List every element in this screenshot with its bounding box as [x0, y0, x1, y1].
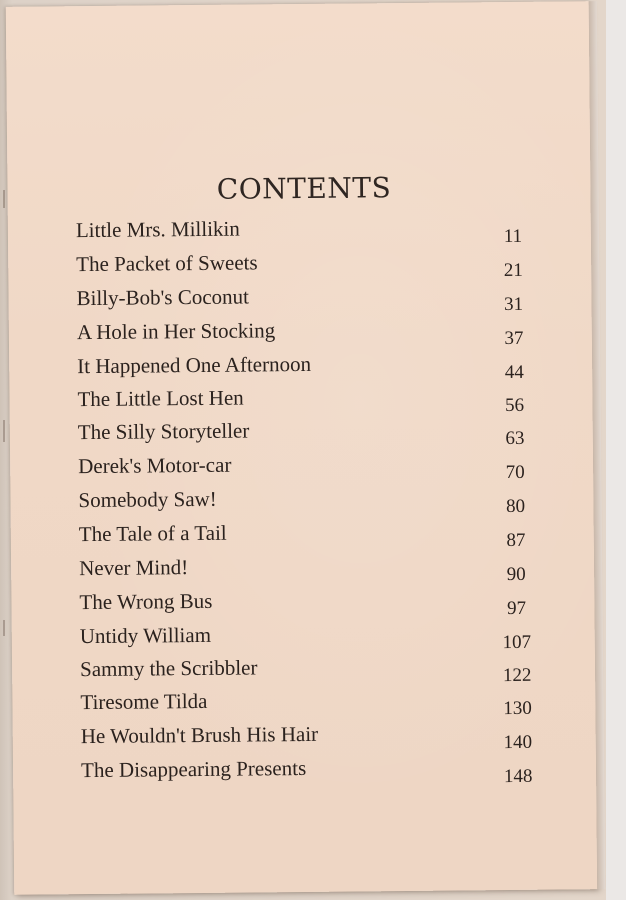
toc-entry-page: 148: [503, 765, 533, 788]
toc-entry: [9, 315, 592, 355]
toc-entry: [8, 281, 591, 321]
toc-entry-title: The Tale of a Tail: [78, 520, 227, 547]
toc-entry-title: The Packet of Sweets: [76, 250, 258, 277]
toc-entry-page: 44: [504, 361, 524, 384]
toc-entry-title: The Little Lost Hen: [77, 385, 244, 412]
toc-entry-page: 90: [506, 563, 526, 586]
toc-entry: [11, 551, 594, 591]
binding-stitch: [3, 620, 5, 636]
toc-entry: [8, 247, 591, 287]
toc-entry-page: 107: [502, 631, 532, 654]
toc-entry-title: Never Mind!: [79, 555, 189, 581]
binding-stitch: [3, 420, 5, 442]
toc-entry-page: 31: [504, 293, 524, 316]
toc-entry-title: The Silly Storyteller: [77, 418, 250, 445]
toc-entry-title: He Wouldn't Brush His Hair: [80, 721, 319, 749]
toc-entry: [10, 483, 593, 523]
toc-entry-page: 11: [503, 225, 523, 248]
toc-entry-title: Derek's Motor-car: [78, 452, 232, 479]
toc-entry-page: 130: [503, 697, 532, 720]
toc-entry-title: Sammy the Scribbler: [79, 655, 258, 682]
toc-entry: [13, 753, 596, 793]
toc-entry-page: 37: [504, 327, 524, 350]
toc-entry-title: Little Mrs. Millikin: [75, 216, 240, 243]
toc-entry-title: The Wrong Bus: [79, 588, 213, 615]
toc-entry-title: Billy-Bob's Coconut: [76, 284, 250, 311]
toc-entry-page: 80: [505, 495, 526, 518]
toc-entry-page: 63: [505, 427, 525, 450]
toc-entry: [12, 685, 595, 725]
toc-entry-page: 87: [506, 529, 526, 552]
toc-entry-page: 70: [505, 461, 525, 484]
toc-entry-title: Somebody Saw!: [78, 486, 217, 513]
toc-entry: [11, 585, 594, 625]
toc-entry: [13, 719, 596, 759]
toc-entry-title: The Disappearing Presents: [80, 755, 307, 783]
toc-entry-page: 140: [503, 731, 533, 754]
toc-entry: [10, 415, 593, 455]
contents-page: [6, 1, 597, 895]
table-of-contents: [6, 1, 597, 895]
toc-entry-page: 56: [505, 394, 525, 417]
toc-entry: [10, 449, 593, 489]
toc-entry-title: Tiresome Tilda: [80, 688, 208, 715]
toc-entry-page: 97: [506, 597, 527, 620]
toc-entry: [8, 213, 591, 253]
toc-entry: [11, 517, 594, 557]
page-title: CONTENTS: [216, 171, 392, 206]
toc-entry-page: 21: [503, 259, 523, 282]
toc-entry-page: 122: [502, 664, 532, 687]
binding-stitch: [3, 190, 5, 208]
toc-entry-title: It Happened One Afternoon: [77, 351, 312, 379]
toc-entry-title: Untidy William: [79, 622, 212, 649]
toc-entry-title: A Hole in Her Stocking: [76, 318, 276, 345]
